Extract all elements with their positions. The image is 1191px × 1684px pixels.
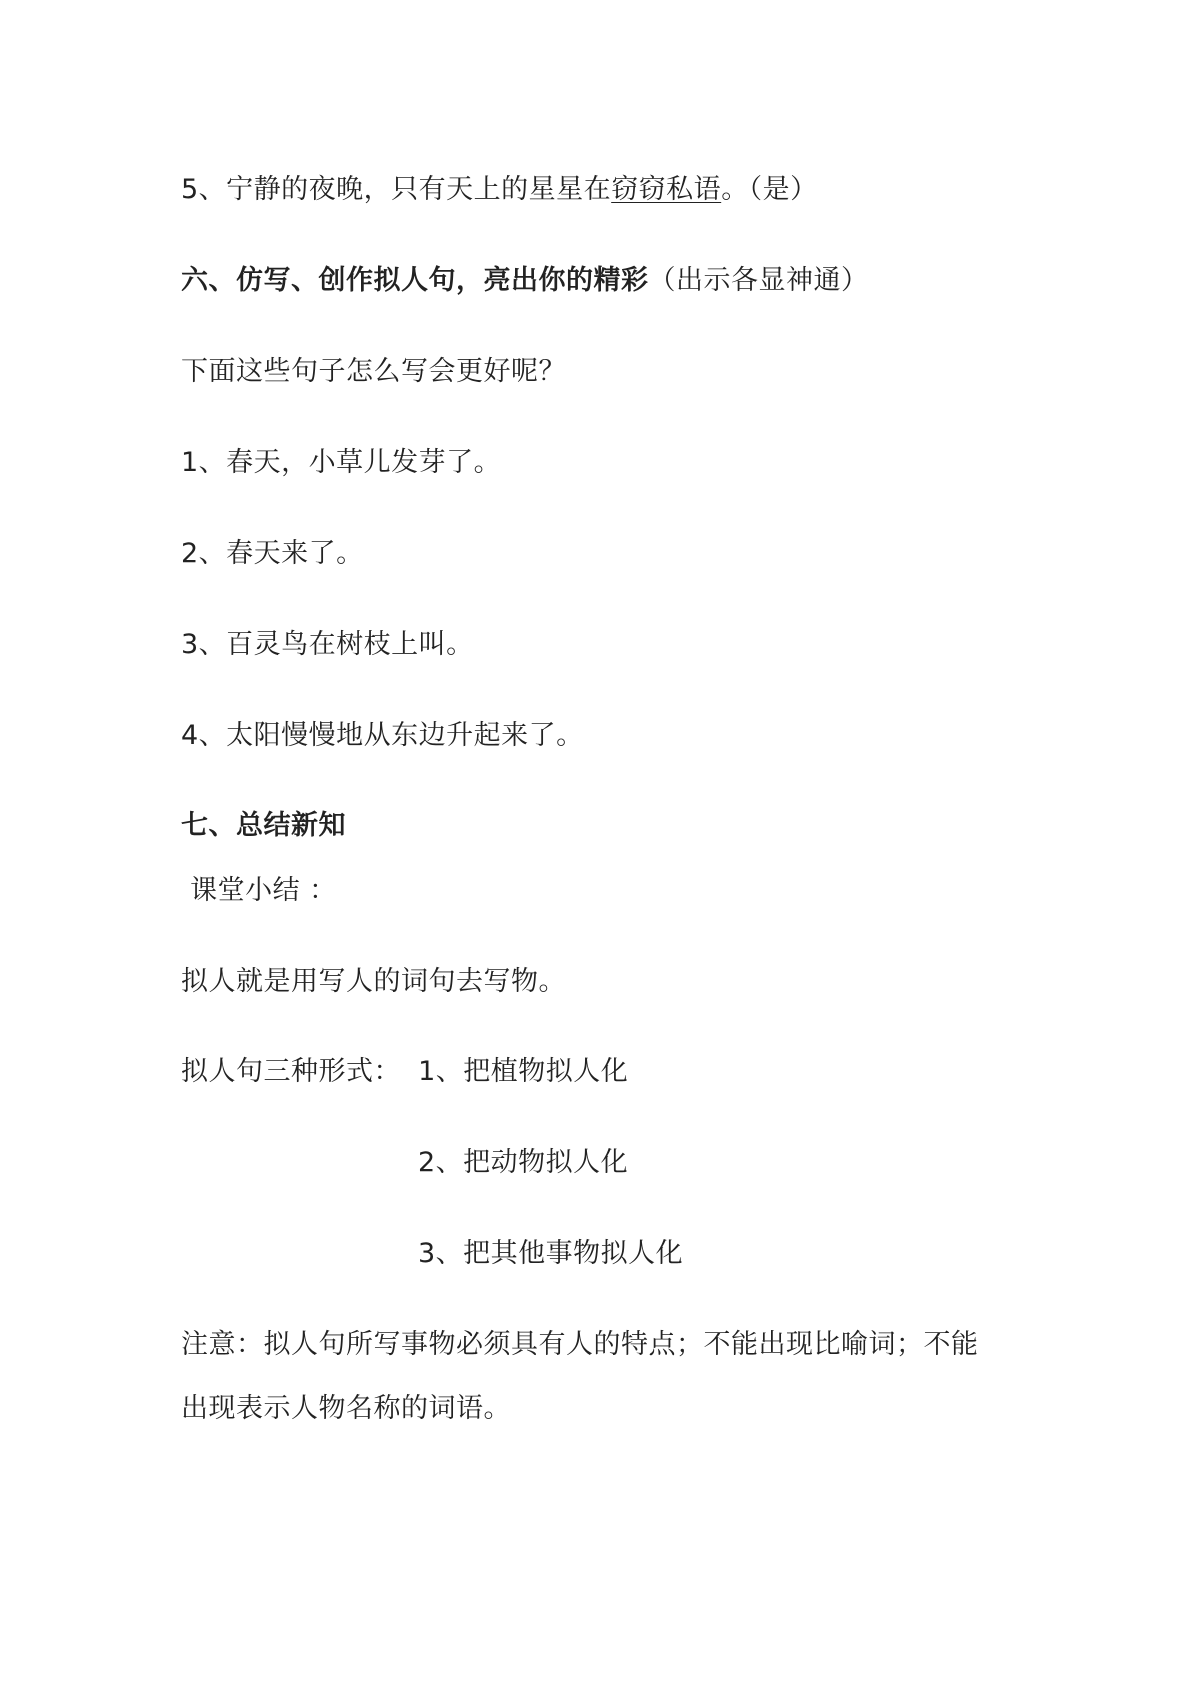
section-6-note: （出示各显神通）	[648, 265, 869, 296]
note-line-1: 注意：拟人句所写事物必须具有人的特点；不能出现比喻词；不能	[181, 1329, 979, 1360]
practice-sentence-3: 3、百灵鸟在树枝上叫。	[181, 629, 474, 660]
forms-label: 拟人句三种形式：	[181, 1056, 401, 1087]
section-6-heading	[181, 263, 869, 299]
example-sentence-5	[181, 172, 818, 208]
note-line-2: 出现表示人物名称的词语。	[181, 1393, 511, 1424]
form-item-2: 2、把动物拟人化	[418, 1147, 629, 1178]
practice-sentence-1: 1、春天，小草儿发芽了。	[181, 447, 502, 478]
form-item-1: 1、把植物拟人化	[418, 1056, 629, 1087]
definition-text: 拟人就是用写人的词句去写物。	[181, 966, 566, 997]
sentence-5-suffix: 。（是）	[721, 174, 818, 205]
practice-sentence-2: 2、春天来了。	[181, 538, 364, 569]
forms-row-1	[181, 1054, 628, 1090]
summary-label: 课堂小结 ：	[181, 875, 337, 906]
form-item-3: 3、把其他事物拟人化	[418, 1238, 684, 1269]
section-7-title: 七、总结新知	[181, 810, 346, 841]
practice-sentence-4: 4、太阳慢慢地从东边升起来了。	[181, 720, 584, 751]
question-text: 下面这些句子怎么写会更好呢？	[181, 356, 566, 387]
section-6-title: 六、仿写、创作拟人句，亮出你的精彩	[181, 265, 649, 296]
sentence-5-underlined-phrase: 窃窃私语	[611, 174, 722, 205]
sentence-5-prefix: 5、宁静的夜晚，只有天上的星星在	[181, 174, 612, 205]
